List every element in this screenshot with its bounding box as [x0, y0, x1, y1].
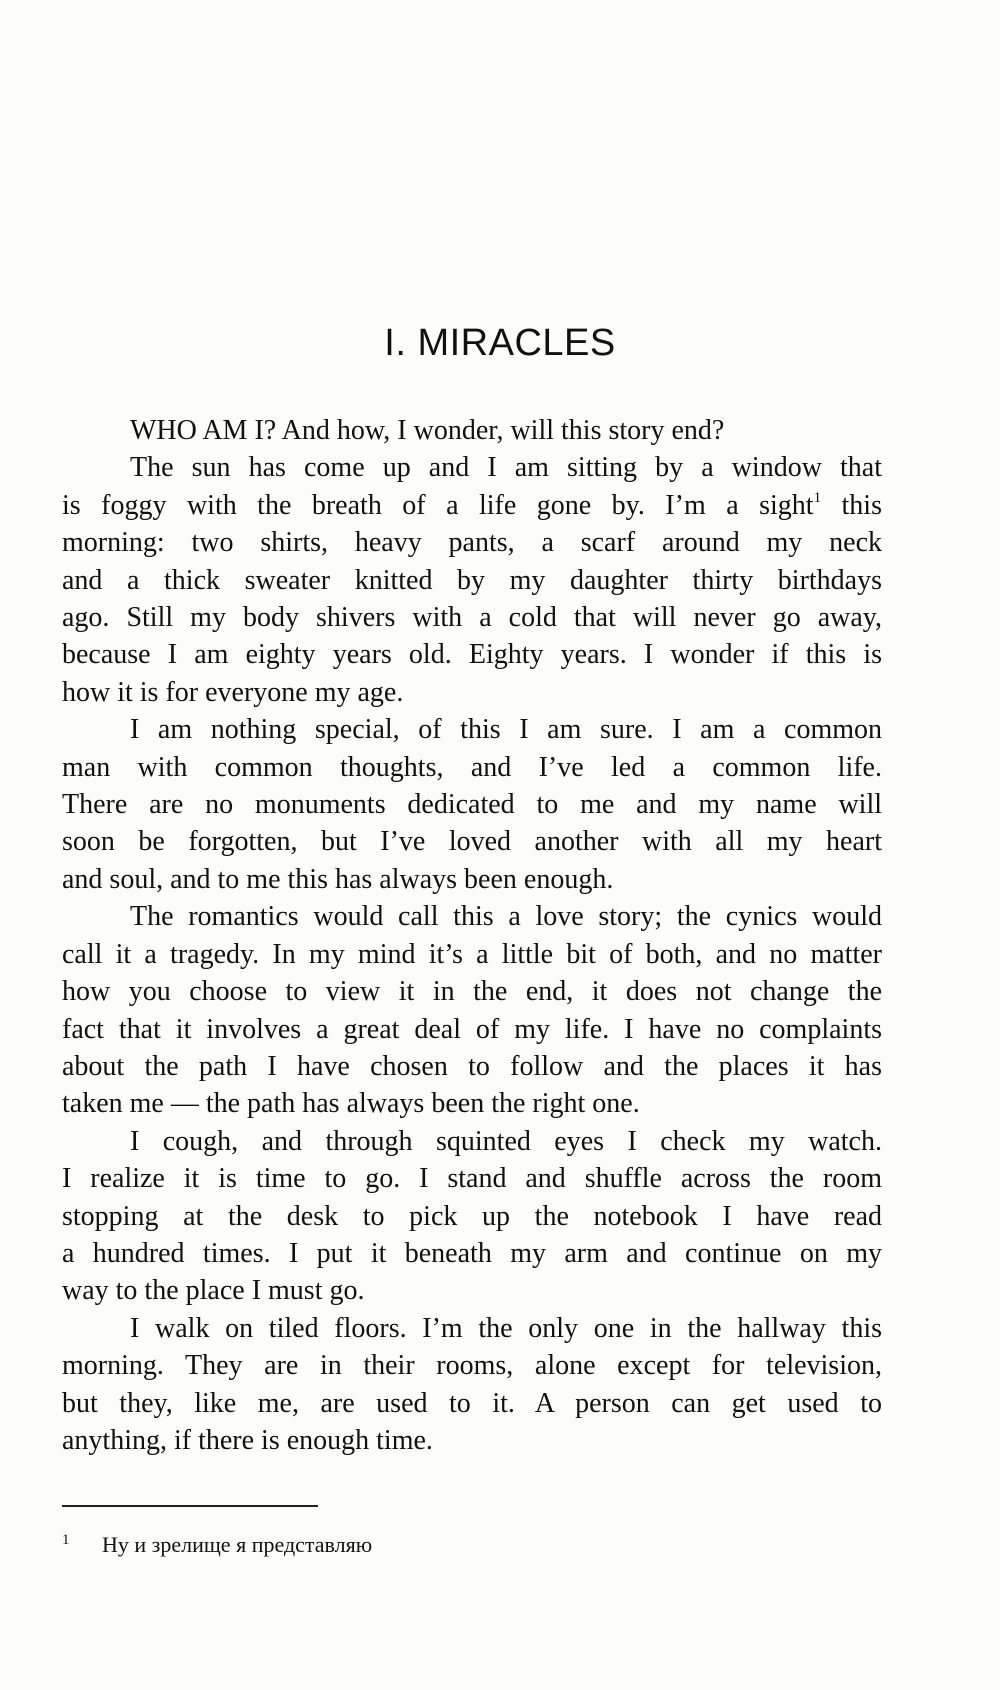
text-line: call it a tragedy. In my mind it’s a little bit of both, and no matter: [62, 938, 882, 970]
line-text-after-ref: this: [821, 489, 882, 521]
paragraph: [62, 1123, 882, 1310]
text-line: I realize it is time to go. I stand and shuffle across the room: [62, 1163, 882, 1195]
chapter-body: [62, 412, 882, 1459]
text-line: I am nothing special, of this I am sure. I am a common: [130, 714, 882, 746]
text-line: how it is for everyone my age.: [62, 676, 404, 708]
text-line: I cough, and through squinted eyes I check my watch.: [130, 1125, 882, 1157]
chapter-title: I. MIRACLES: [384, 322, 616, 364]
footnote-text: Ну и зрелище я представляю: [102, 1532, 373, 1557]
paragraph: [62, 1310, 882, 1460]
text-line: man with common thoughts, and I’ve led a common life.: [62, 751, 882, 783]
line-text: is foggy with the breath of a life gone by. I’m a sight: [62, 489, 814, 521]
text-line: morning: two shirts, heavy pants, a scarf around my neck: [62, 527, 882, 559]
text-line: WHO AM I? And how, I wonder, will this story end?: [130, 415, 725, 446]
text-line: way to the place I must go.: [62, 1275, 365, 1307]
text-line: soon be forgotten, but I’ve loved another with all my heart: [62, 826, 882, 858]
text-line: I walk on tiled floors. I’m the only one in the hallway this: [130, 1312, 882, 1344]
footnote-mark: 1: [62, 1532, 70, 1548]
text-line: fact that it involves a great deal of my life. I have no complaints: [62, 1013, 882, 1045]
text-line: but they, like me, are used to it. A person can get used to: [62, 1387, 882, 1419]
text-line: The romantics would call this a love story; the cynics would: [130, 901, 882, 933]
text-line: and soul, and to me this has always been enough.: [62, 863, 614, 895]
paragraph: [62, 711, 882, 898]
paragraph: [62, 412, 882, 449]
text-line: ago. Still my body shivers with a cold that will never go away,: [62, 602, 882, 634]
text-line: about the path I have chosen to follow and the places it has: [62, 1050, 882, 1082]
text-line: morning. They are in their rooms, alone except for television,: [62, 1350, 882, 1382]
text-line: taken me — the path has always been the right one.: [62, 1088, 640, 1120]
text-line: because I am eighty years old. Eighty years. I wonder if this is: [62, 639, 882, 671]
footnote: [62, 1532, 372, 1558]
paragraph: [62, 449, 882, 711]
text-line: anything, if there is enough time.: [62, 1424, 433, 1456]
text-line: a hundred times. I put it beneath my arm and continue on my: [62, 1237, 882, 1269]
footnote-reference[interactable]: 1: [813, 489, 822, 506]
text-line: stopping at the desk to pick up the notebook I have read: [62, 1200, 882, 1232]
text-line: how you choose to view it in the end, it does not change the: [62, 976, 882, 1008]
footnote-divider: [62, 1505, 318, 1507]
text-line: and a thick sweater knitted by my daughter thirty birthdays: [62, 564, 882, 596]
text-line: [62, 487, 882, 524]
text-line: The sun has come up and I am sitting by a window that: [130, 452, 882, 484]
paragraph: [62, 898, 882, 1122]
text-line: There are no monuments dedicated to me and my name will: [62, 789, 882, 821]
